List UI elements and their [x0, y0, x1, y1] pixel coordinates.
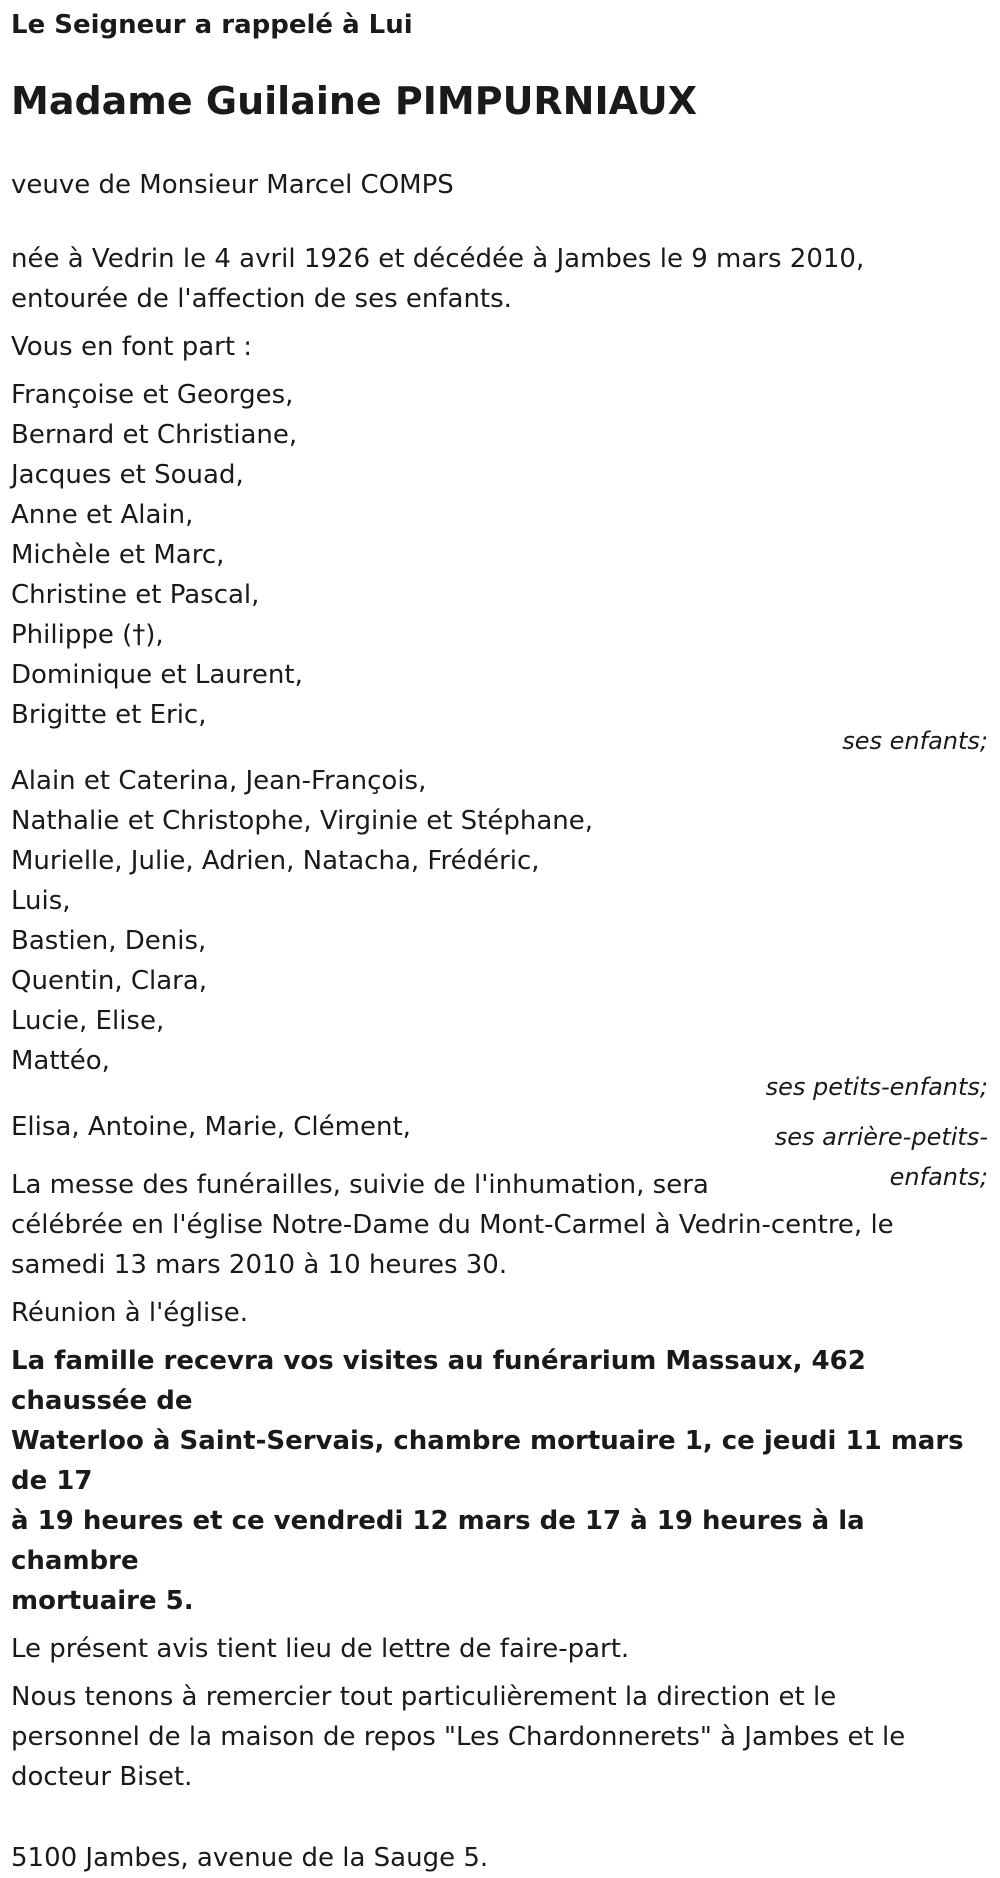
list-item: Luis, — [11, 886, 71, 916]
list-item: Bastien, Denis, — [11, 926, 207, 956]
announce-text: Vous en font part : — [11, 332, 253, 362]
children-role: ses enfants; — [842, 727, 988, 755]
grandchildren-names — [11, 761, 988, 1081]
role-line: enfants; — [889, 1163, 988, 1191]
list-item: Mattéo, — [11, 1046, 110, 1076]
role-line: ses arrière-petits- — [774, 1123, 988, 1151]
list-item: Nathalie et Christophe, Virginie et Stéphane, — [11, 806, 594, 836]
list-item: Murielle, Julie, Adrien, Natacha, Frédéric, — [11, 846, 540, 876]
visits-line: La famille recevra vos visites au funérarium Massaux, 462 chaussée de — [11, 1346, 866, 1416]
grandchildren-group — [11, 761, 988, 1107]
list-item: Jacques et Souad, — [11, 460, 244, 490]
header-text: Le Seigneur a rappelé à Lui — [11, 10, 413, 40]
mass-line: célébrée en l'église Notre-Dame du Mont-Carmel à Vedrin-centre, le — [11, 1210, 894, 1240]
birth-death-text — [11, 239, 988, 319]
list-item: Bernard et Christiane, — [11, 420, 298, 450]
mass-line: La messe des funérailles, suivie de l'inhumation, sera — [11, 1170, 709, 1200]
children-names — [11, 375, 988, 735]
address-text: 5100 Jambes, avenue de la Sauge 5. — [11, 1843, 489, 1873]
birth-death-line: née à Vedrin le 4 avril 1926 et décédée à Jambes le 9 mars 2010, — [11, 244, 865, 274]
visits-line: à 19 heures et ce vendredi 12 mars de 17 à 19 heures à la chambre — [11, 1506, 865, 1576]
list-item: Lucie, Elise, — [11, 1006, 165, 1036]
birth-death-line: entourée de l'affection de ses enfants. — [11, 284, 512, 314]
list-item: Alain et Caterina, Jean-François, — [11, 766, 427, 796]
widow-of-text: veuve de Monsieur Marcel COMPS — [11, 170, 454, 200]
grandchildren-role: ses petits-enfants; — [765, 1073, 988, 1101]
thanks-line: Nous tenons à remercier tout particulièrement la direction et le — [11, 1682, 837, 1712]
list-item: Michèle et Marc, — [11, 540, 225, 570]
list-item: Philippe (†), — [11, 620, 164, 650]
list-item: Brigitte et Eric, — [11, 700, 207, 730]
list-item: Françoise et Georges, — [11, 380, 294, 410]
list-item: Quentin, Clara, — [11, 966, 208, 996]
list-item: Anne et Alain, — [11, 500, 194, 530]
visits-text — [11, 1341, 988, 1621]
mass-line: samedi 13 mars 2010 à 10 heures 30. — [11, 1250, 508, 1280]
great-grandchildren-role — [758, 1117, 988, 1197]
thanks-line: personnel de la maison de repos "Les Chardonnerets" à Jambes et le — [11, 1722, 906, 1752]
gathering-text: Réunion à l'église. — [11, 1298, 249, 1328]
list-item: Christine et Pascal, — [11, 580, 260, 610]
deceased-name: Madame Guilaine PIMPURNIAUX — [11, 79, 698, 123]
children-group — [11, 375, 988, 761]
notice-text: Le présent avis tient lieu de lettre de faire-part. — [11, 1634, 630, 1664]
visits-line: Waterloo à Saint-Servais, chambre mortuaire 1, ce jeudi 11 mars de 17 — [11, 1426, 964, 1496]
thanks-line: docteur Biset. — [11, 1762, 193, 1792]
list-item: Dominique et Laurent, — [11, 660, 303, 690]
thanks-text — [11, 1677, 988, 1797]
visits-line: mortuaire 5. — [11, 1586, 194, 1616]
list-item: Elisa, Antoine, Marie, Clément, — [11, 1112, 411, 1142]
